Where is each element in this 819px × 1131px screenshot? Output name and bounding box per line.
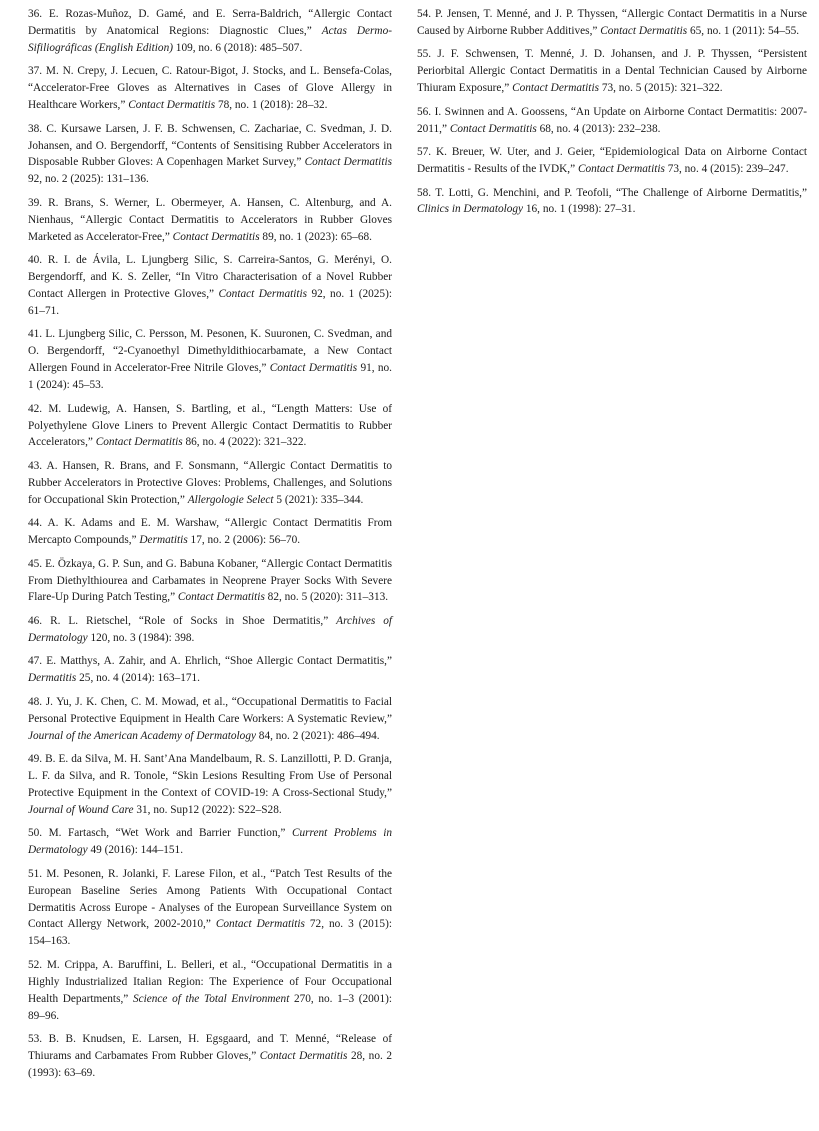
reference-item: 39. R. Brans, S. Werner, L. Obermeyer, A. Hansen, C. Altenburg, and A. Nienhaus, “Allergic Contact Dermatitis to Accelerators in Rubber Gloves Marketed as Accelerator-Free,” Contact Dermatitis 89, no. 1 (2023): 65–68.	[28, 196, 392, 243]
reference-item: 38. C. Kursawe Larsen, J. F. B. Schwensen, C. Zachariae, C. Svedman, J. D. Johansen, and O. Bergendorff, “Contents of Sensitising Rubber Accelerators in Disposable Rubber Gloves: A Copenhagen Market Survey,” Contact Dermatitis 92, no. 2 (2025): 131–136.	[28, 122, 392, 186]
journal-title: Dermatitis	[28, 672, 77, 685]
reference-item: 51. M. Pesonen, R. Jolanki, F. Larese Filon, et al., “Patch Test Results of the European Baseline Series Among Patients With Occupational Contact Dermatitis Across Europe - Analyses of the European Surveillance System on Contact Allergy Network, 2002-2010,” Contact Dermatitis 72, no. 3 (2015): 154–163.	[28, 867, 392, 948]
reference-item: 54. P. Jensen, T. Menné, and J. P. Thyssen, “Allergic Contact Dermatitis in a Nurse Caused by Airborne Rubber Additives,” Contact Dermatitis 65, no. 1 (2011): 54–55.	[417, 8, 807, 37]
journal-title: Contact Dermatitis	[577, 163, 665, 176]
reference-item: 50. M. Fartasch, “Wet Work and Barrier Function,” Current Problems in Dermatology 49 (2016): 144–151.	[28, 827, 392, 857]
reference-item: 56. I. Swinnen and A. Goossens, “An Update on Airborne Contact Dermatitis: 2007-2011,” Contact Dermatitis 68, no. 4 (2013): 232–238.	[417, 105, 807, 135]
reference-item: 53. B. B. Knudsen, E. Larsen, H. Egsgaard, and T. Menné, “Release of Thiurams and Carbamates From Rubber Gloves,” Contact Dermatitis 28, no. 2 (1993): 63–69.	[28, 1033, 392, 1079]
journal-title: Contact Dermatitis	[95, 436, 183, 449]
journal-title: Contact Dermatitis	[259, 1049, 348, 1062]
reference-item: 40. R. I. de Ávila, L. Ljungberg Silic, S. Carreira-Santos, G. Merényi, O. Bergendorff, and K. S. Zeller, “In Vitro Characterisation of a Novel Rubber Contact Allergen in Protective Gloves,” Contact Dermatitis 92, no. 1 (2025): 61–71.	[28, 254, 392, 317]
journal-title: Archives of Dermatology	[28, 614, 393, 644]
reference-item: 44. A. K. Adams and E. M. Warshaw, “Allergic Contact Dermatitis From Mercapto Compounds,” Dermatitis 17, no. 2 (2006): 56–70.	[28, 517, 392, 547]
reference-item: 55. J. F. Schwensen, T. Menné, J. D. Johansen, and J. P. Thyssen, “Persistent Periorbital Allergic Contact Dermatitis in a Dental Technician Caused by Airborne Thiuram Exposure,” Contact Dermatitis 73, no. 5 (2015): 321–322.	[417, 48, 807, 95]
journal-title: Contact Dermatitis	[600, 24, 688, 37]
reference-item: 42. M. Ludewig, A. Hansen, S. Bartling, et al., “Length Matters: Use of Polyethylene Glove Liners to Prevent Allergic Contact Dermatitis to Rubber Accelerators,” Contact Dermatitis 86, no. 4 (2022): 321–322.	[28, 402, 392, 449]
reference-item: 36. E. Rozas-Muñoz, D. Gamé, and E. Serra-Baldrich, “Allergic Contact Dermatitis by Anatomical Regions: Diagnostic Clues,” Actas Dermo-Sifiliográficas (English Edition) 109, no. 6 (2018): 485–507.	[28, 8, 392, 54]
reference-item: 47. E. Matthys, A. Zahir, and A. Ehrlich, “Shoe Allergic Contact Dermatitis,” Dermatitis 25, no. 4 (2014): 163–171.	[28, 655, 392, 685]
journal-title: Contact Dermatitis	[269, 362, 358, 375]
references-right-column	[417, 6, 807, 225]
journal-title: Dermatitis	[139, 534, 188, 547]
journal-title: Contact Dermatitis	[177, 591, 265, 604]
reference-item: 57. K. Breuer, W. Uter, and J. Geier, “Epidemiological Data on Airborne Contact Dermatitis - Results of the IVDK,” Contact Dermatitis 73, no. 4 (2015): 239–247.	[417, 146, 807, 176]
journal-title: Clinics in Dermatology	[417, 203, 524, 216]
journal-title: Contact Dermatitis	[218, 287, 308, 300]
references-left-column	[28, 6, 392, 1088]
journal-title: Journal of Wound Care	[28, 803, 134, 816]
reference-item: 49. B. E. da Silva, M. H. Sant’Ana Mandelbaum, R. S. Lanzillotti, P. D. Granja, L. F. da Silva, and R. Tonole, “Skin Lesions Resulting From Use of Personal Protective Equipment in the Context of COVID-19: A Cross-Sectional Study,” Journal of Wound Care 31, no. Sup12 (2022): S22–S28.	[28, 753, 392, 816]
reference-item: 48. J. Yu, J. K. Chen, C. M. Mowad, et al., “Occupational Dermatitis to Facial Personal Protective Equipment in Health Care Workers: A Systematic Review,” Journal of the American Academy of Dermatology 84, no. 2 (2021): 486–494.	[28, 695, 392, 742]
reference-item: 52. M. Crippa, A. Baruffini, L. Belleri, et al., “Occupational Dermatitis in a Highly Industrialized Italian Region: The Experience of Four Occupational Health Departments,” Science of the Total Environment 270, no. 1–3 (2001): 89–96.	[28, 958, 392, 1022]
journal-title: Contact Dermatitis	[215, 918, 305, 931]
journal-title: Science of the Total Environment	[132, 992, 290, 1005]
reference-item: 58. T. Lotti, G. Menchini, and P. Teofoli, “The Challenge of Airborne Dermatitis,” Clinics in Dermatology 16, no. 1 (1998): 27–31.	[417, 186, 807, 216]
journal-title: Contact Dermatitis	[304, 156, 392, 169]
journal-title: Contact Dermatitis	[128, 99, 216, 112]
reference-item: 43. A. Hansen, R. Brans, and F. Sonsmann, “Allergic Contact Dermatitis to Rubber Accelerators in Protective Gloves: Problems, Challenges, and Solutions for Occupational Skin Protection,” Allergologie Select 5 (2021): 335–344.	[28, 459, 392, 506]
journal-title: Journal of the American Academy of Dermatology	[28, 729, 256, 742]
journal-title: Contact Dermatitis	[172, 230, 260, 243]
reference-item: 41. L. Ljungberg Silic, C. Persson, M. Pesonen, K. Suuronen, C. Svedman, and O. Bergendorff, “2-Cyanoethyl Dimethyldithiocarbamate, a New Contact Allergen Found in Accelerator-Free Nitrile Gloves,” Contact Dermatitis 91, no. 1 (2024): 45–53.	[28, 328, 392, 392]
journal-title: Contact Dermatitis	[512, 82, 599, 95]
journal-title: Current Problems in Dermatology	[28, 827, 392, 857]
journal-title: Contact Dermatitis	[449, 122, 537, 135]
journal-title: Allergologie Select	[187, 493, 274, 506]
reference-item: 46. R. L. Rietschel, “Role of Socks in Shoe Dermatitis,” Archives of Dermatology 120, no. 3 (1984): 398.	[28, 614, 393, 644]
journal-title: Actas Dermo-Sifiliográficas (English Edition)	[28, 24, 392, 54]
reference-item: 37. M. N. Crepy, J. Lecuen, C. Ratour-Bigot, J. Stocks, and L. Bensefa-Colas, “Accelerator-Free Gloves as Alternatives in Cases of Glove Allergy in Healthcare Workers,” Contact Dermatitis 78, no. 1 (2018): 28–32.	[28, 65, 392, 112]
reference-item: 45. E. Özkaya, G. P. Sun, and G. Babuna Kobaner, “Allergic Contact Dermatitis From Diethylthiourea and Carbamates in Neoprene Prayer Socks With Severe Flare-Up During Patch Testing,” Contact Dermatitis 82, no. 5 (2020): 311–313.	[28, 557, 392, 604]
